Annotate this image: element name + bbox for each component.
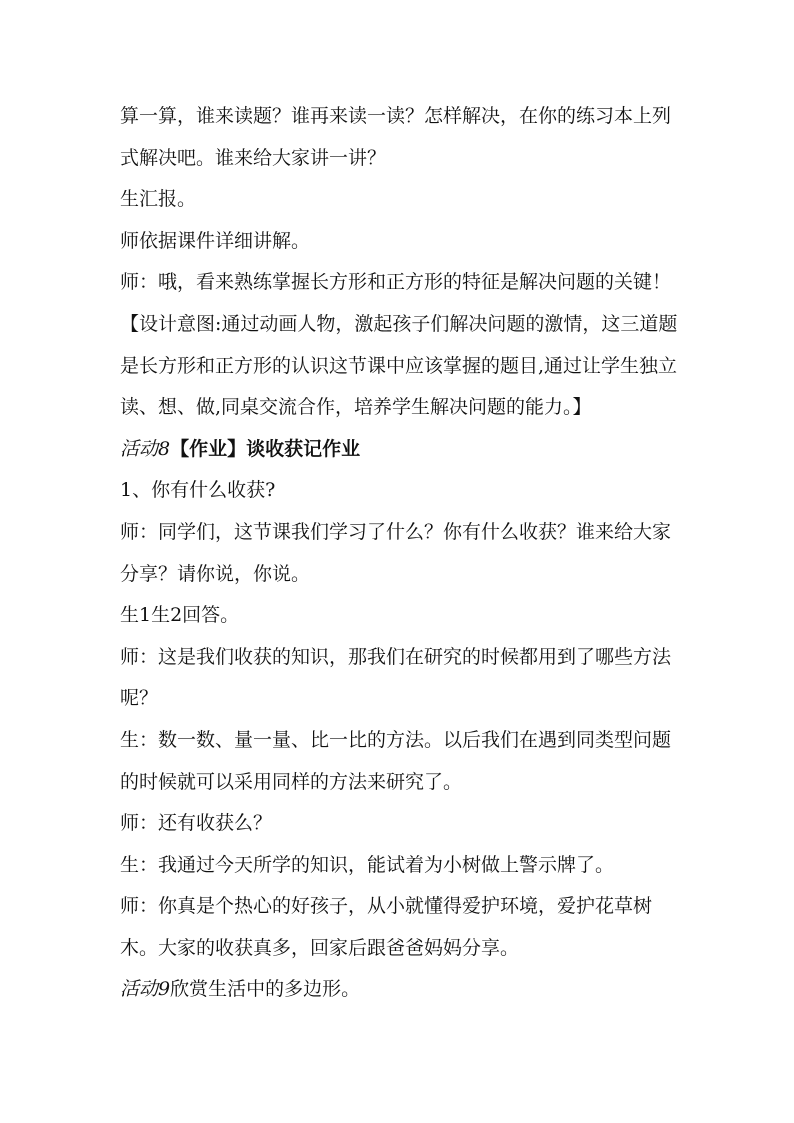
activity-9-label: 活动9 bbox=[120, 978, 171, 1001]
paragraph-line: 师：这是我们收获的知识，那我们在研究的时候都用到了哪些方法 bbox=[120, 645, 672, 668]
activity-9-heading bbox=[120, 969, 680, 1011]
question-line: 1、你有什么收获? bbox=[120, 479, 276, 502]
paragraph-line: 师：同学们，这节课我们学习了什么？你有什么收获？谁来给大家 bbox=[120, 520, 672, 543]
design-intent-line: 【设计意图:通过动画人物，激起孩子们解决问题的激情，这三道题 bbox=[120, 312, 678, 335]
paragraph-line: 分享？请你说，你说。 bbox=[120, 562, 311, 585]
document-body bbox=[120, 96, 680, 1011]
paragraph-line: 师：还有收获么？ bbox=[120, 812, 273, 835]
paragraph-line: 生：数一数、量一量、比一比的方法。以后我们在遇到同类型问题 bbox=[120, 728, 672, 751]
paragraph-line: 式解决吧。谁来给大家讲一讲？ bbox=[120, 146, 387, 169]
paragraph-line: 呢？ bbox=[120, 687, 159, 710]
paragraph-line: 师：哦，看来熟练掌握长方形和正方形的特征是解决问题的关键！ bbox=[120, 271, 672, 294]
activity-9-title: 欣赏生活中的多边形。 bbox=[170, 978, 361, 1001]
activity-8-title: 【作业】谈收获记作业 bbox=[170, 437, 361, 460]
paragraph-line: 算一算，谁来读题？谁再来读一读？怎样解决，在你的练习本上列 bbox=[120, 105, 672, 127]
design-intent-line: 读、想、做,同桌交流合作，培养学生解决问题的能力。】 bbox=[120, 396, 592, 419]
design-intent-line: 是长方形和正方形的认识这节课中应该掌握的题目,通过让学生独立 bbox=[120, 354, 678, 377]
paragraph-line: 木。大家的收获真多，回家后跟爸爸妈妈分享。 bbox=[120, 936, 520, 959]
paragraph-line: 师依据课件详细讲解。 bbox=[120, 229, 311, 252]
activity-8-label: 活动8 bbox=[120, 437, 171, 460]
paragraph-line: 生汇报。 bbox=[120, 188, 197, 211]
paragraph-line: 的时候就可以采用同样的方法来研究了。 bbox=[120, 770, 463, 793]
paragraph-line: 生1生2回答。 bbox=[120, 604, 240, 627]
paragraph-line: 生：我通过今天所学的知识，能试着为小树做上警示牌了。 bbox=[120, 853, 615, 876]
paragraph-line: 师：你真是个热心的好孩子，从小就懂得爱护环境，爱护花草树 bbox=[120, 895, 653, 918]
activity-8-heading bbox=[120, 429, 680, 471]
